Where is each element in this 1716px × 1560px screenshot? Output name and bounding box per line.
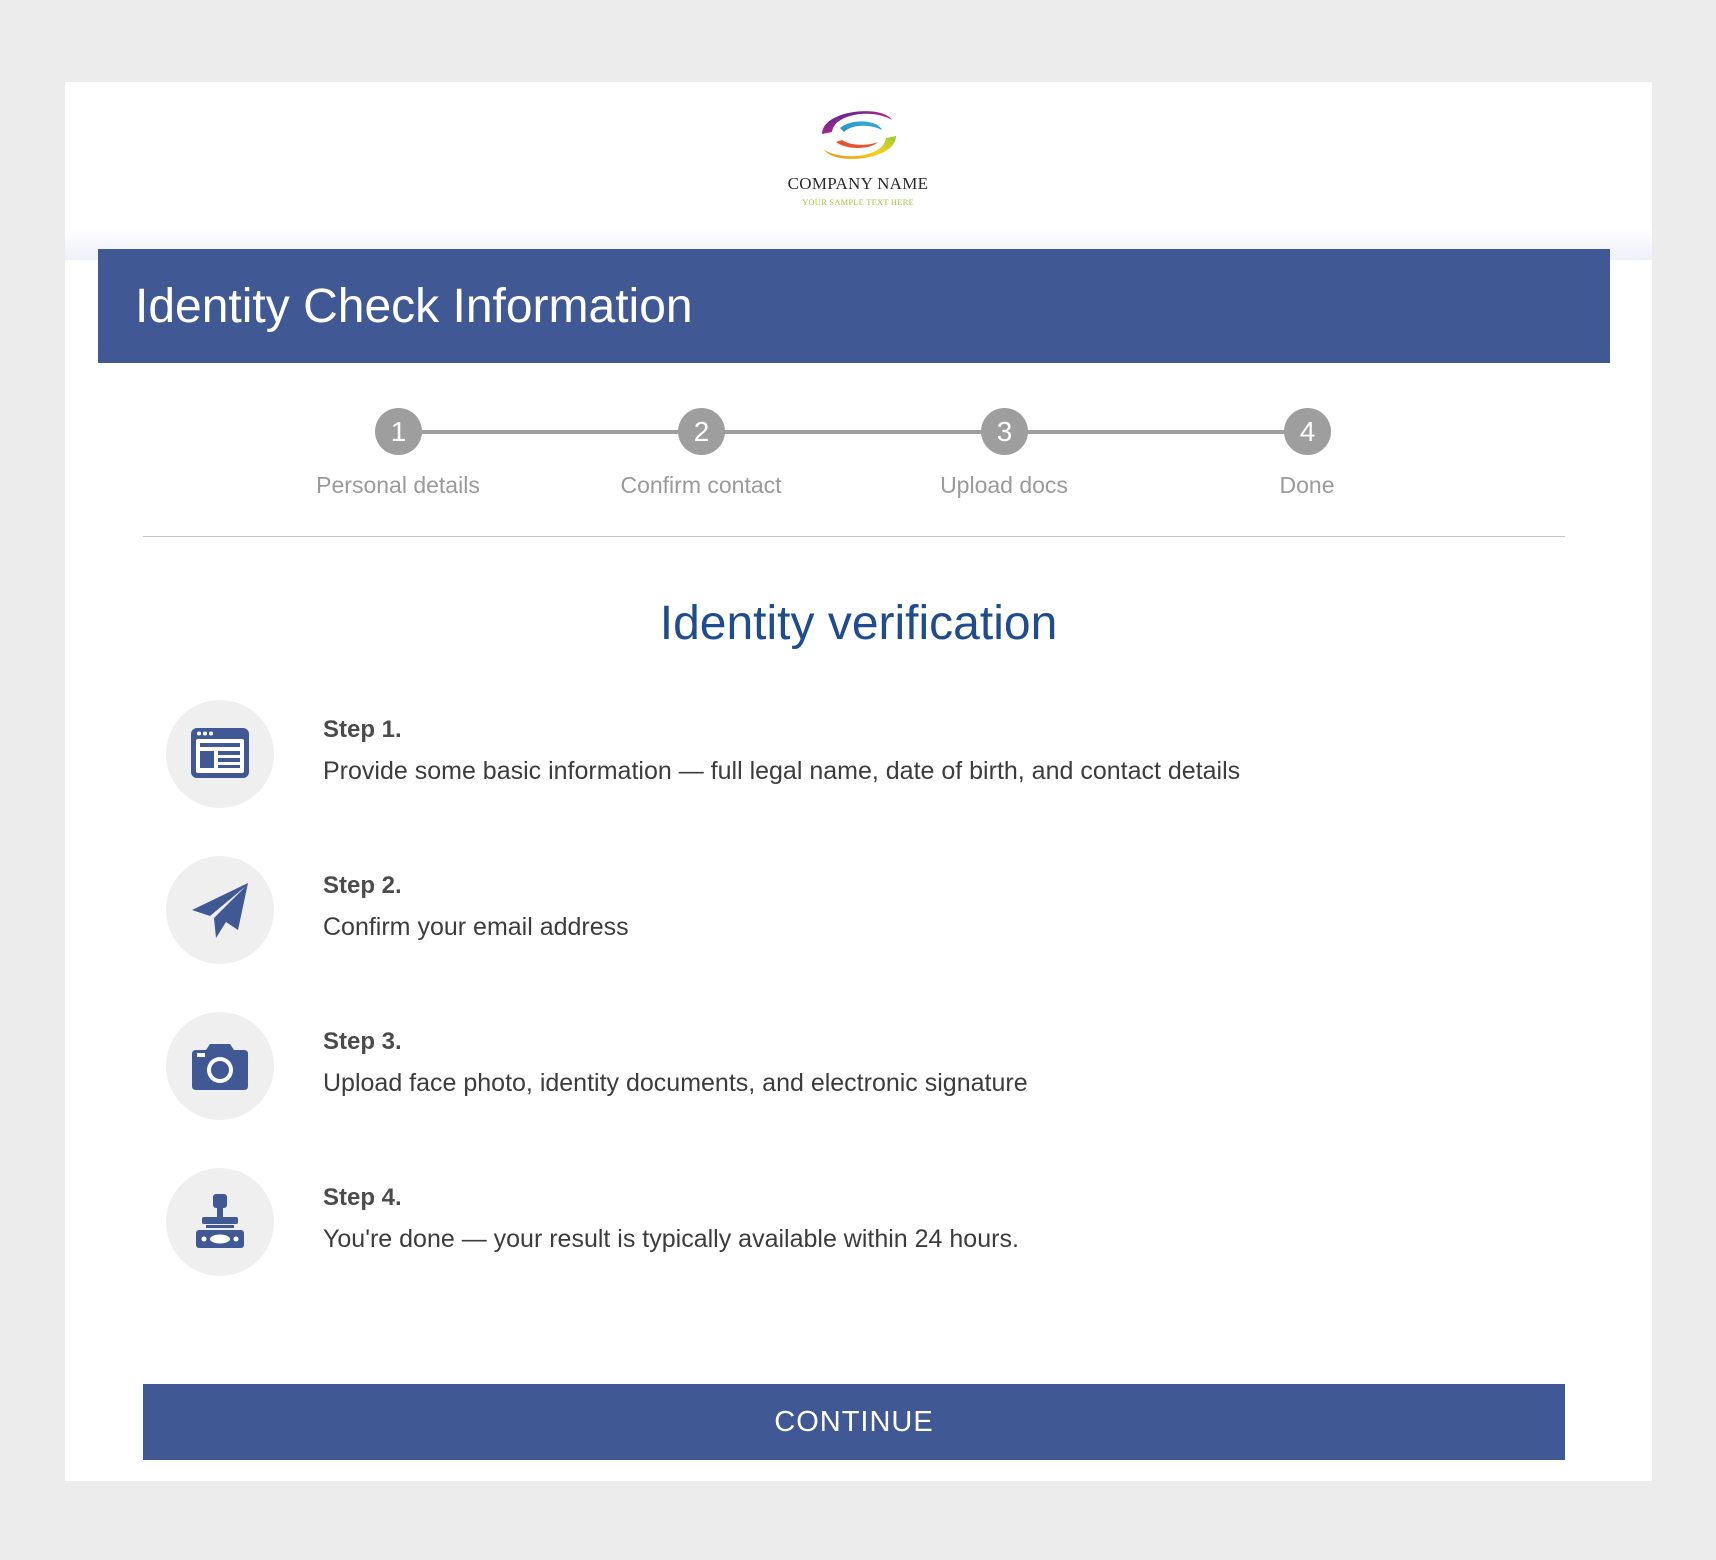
progress-stepper (65, 82, 1652, 542)
step-4-title: Step 4. (323, 1184, 402, 1211)
stamp-icon (190, 1192, 250, 1252)
stepper-track (398, 430, 1308, 434)
section-title: Identity verification (659, 597, 1058, 650)
company-name: COMPANY NAME (787, 174, 929, 193)
stepper-step-4-label: Done (1279, 472, 1335, 498)
step-1-description: Provide some basic information — full legal name, date of birth, and contact details (323, 757, 1241, 785)
step-3-title: Step 3. (323, 1028, 402, 1055)
step-4-icon-circle (166, 1168, 274, 1276)
step-3-icon-circle (166, 1012, 274, 1120)
paper-plane-icon (190, 880, 250, 940)
step-3-description: Upload face photo, identity documents, and electronic signature (323, 1069, 1028, 1097)
instruction-step-2 (166, 856, 1516, 966)
stepper-step-1-circle[interactable]: 1 (375, 408, 422, 455)
step-2-description: Confirm your email address (323, 913, 629, 941)
stepper-step-4-circle[interactable]: 4 (1284, 408, 1331, 455)
step-4-description: You're done — your result is typically available within 24 hours. (323, 1225, 1019, 1253)
instruction-step-1 (166, 700, 1516, 810)
section-divider (143, 536, 1565, 537)
step-2-icon-circle (166, 856, 274, 964)
stepper-step-2-label: Confirm contact (620, 472, 782, 498)
stepper-step-1-label: Personal details (316, 472, 480, 498)
stepper-step-3-label: Upload docs (940, 472, 1068, 498)
continue-button[interactable]: CONTINUE (143, 1384, 1565, 1460)
browser-window-icon (190, 724, 250, 784)
instruction-step-4 (166, 1168, 1516, 1278)
step-1-title: Step 1. (323, 716, 402, 743)
step-1-icon-circle (166, 700, 274, 808)
step-2-title: Step 2. (323, 872, 402, 899)
page-title: Identity Check Information (135, 280, 693, 333)
camera-icon (190, 1036, 250, 1096)
company-tagline: YOUR SAMPLE TEXT HERE (802, 197, 914, 207)
instruction-step-3 (166, 1012, 1516, 1122)
identity-check-card (65, 82, 1652, 1481)
stepper-step-3-circle[interactable]: 3 (981, 408, 1028, 455)
stepper-step-2-circle[interactable]: 2 (678, 408, 725, 455)
